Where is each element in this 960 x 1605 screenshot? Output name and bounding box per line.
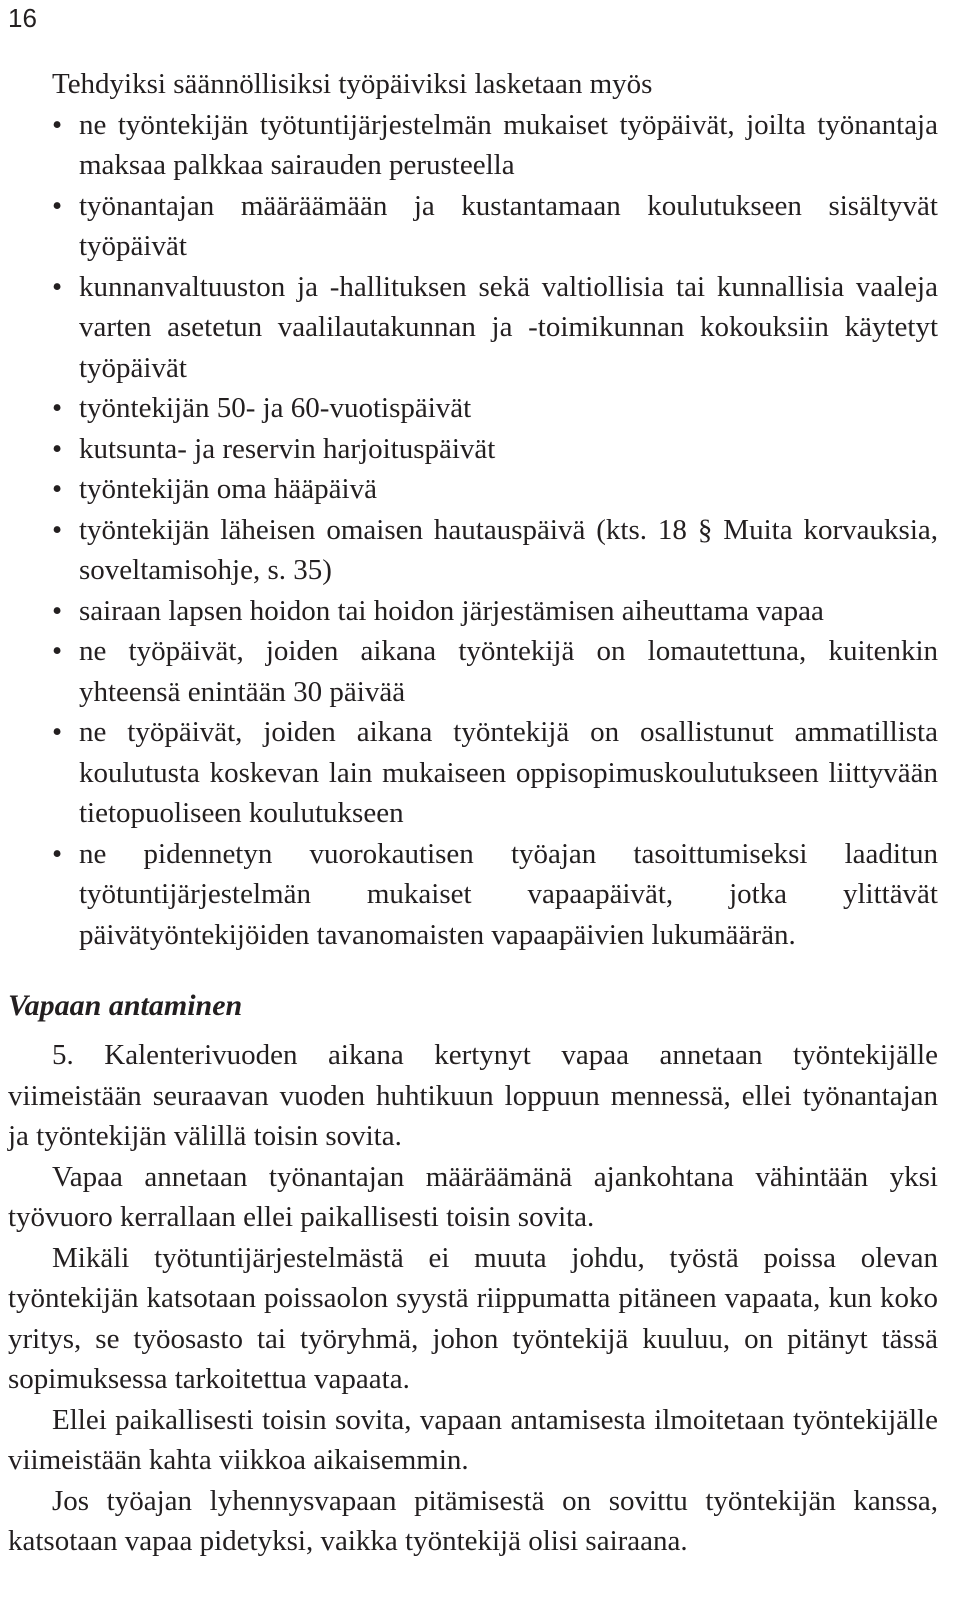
list-item: • ne pidennetyn vuorokautisen työajan tasoittumiseksi laaditun työtuntijärjestelmän mukaiset vapaapäivät, jotka ylittävät päivätyöntekijöiden tavanomaisten vapaapäivien lukumäärän.: [52, 834, 938, 956]
paragraph: Vapaa annetaan työnantajan määräämänä ajankohtana vähintään yksi työvuoro kerrallaan ellei paikallisesti toisin sovita.: [8, 1160, 938, 1233]
list-item: • työntekijän oma hääpäivä: [52, 469, 938, 510]
section-heading: Vapaan antaminen: [8, 989, 243, 1022]
list-item: • kutsunta- ja reservin harjoituspäivät: [52, 429, 938, 470]
paragraph: Mikäli työtuntijärjestelmästä ei muuta johdu, työstä poissa olevan työntekijän katsotaan poissaolon syystä riippumatta pitäneen vapaata, kun koko yritys, se työosasto tai työryhmä, johon työntekijä kuuluu, on pitänyt tässä sopimuksessa tarkoitettua vapaata.: [8, 1241, 938, 1395]
list-item: • työnantajan määräämään ja kustantamaan koulutukseen sisältyvät työpäivät: [52, 186, 938, 267]
paragraph: Jos työajan lyhennysvapaan pitämisestä on sovittu työntekijän kanssa, katsotaan vapaa pidetyksi, vaikka työntekijä olisi sairaana.: [8, 1484, 938, 1557]
list-item: • kunnanvaltuuston ja -hallituksen sekä valtiollisia tai kunnallisia vaaleja varten asetetun vaalilautakunnan ja -toimikunnan kokouksiin käytetyt työpäivät: [52, 267, 938, 389]
list-item: • ne työntekijän työtuntijärjestelmän mukaiset työpäivät, joilta työnantaja maksaa palkkaa sairauden perusteella: [52, 105, 938, 186]
bullet-list: [52, 105, 938, 956]
section-body: [8, 1035, 938, 1562]
page-number: 16: [8, 3, 37, 33]
intro-line: Tehdyiksi säännöllisiksi työpäiviksi lasketaan myös: [52, 68, 653, 100]
paragraph: Ellei paikallisesti toisin sovita, vapaan antamisesta ilmoitetaan työntekijälle viimeistään kahta viikkoa aikaisemmin.: [8, 1403, 938, 1476]
list-item: • työntekijän läheisen omaisen hautauspäivä (kts. 18 § Muita korvauksia, soveltamisohje, s. 35): [52, 510, 938, 591]
list-item: • ne työpäivät, joiden aikana työntekijä on lomautettuna, kuitenkin yhteensä enintään 30 päivää: [52, 631, 938, 712]
list-item: • työntekijän 50- ja 60-vuotispäivät: [52, 388, 938, 429]
paragraph: 5. Kalenterivuoden aikana kertynyt vapaa annetaan työntekijälle viimeistään seuraavan vuoden huhtikuun loppuun mennessä, ellei työnantajan ja työntekijän välillä toisin sovita.: [8, 1039, 938, 1152]
list-item: • sairaan lapsen hoidon tai hoidon järjestämisen aiheuttama vapaa: [52, 591, 938, 632]
list-item: • ne työpäivät, joiden aikana työntekijä on osallistunut ammatillista koulutusta koskevan lain mukaiseen oppisopimuskoulutukseen liittyvään tietopuoliseen koulutukseen: [52, 712, 938, 834]
